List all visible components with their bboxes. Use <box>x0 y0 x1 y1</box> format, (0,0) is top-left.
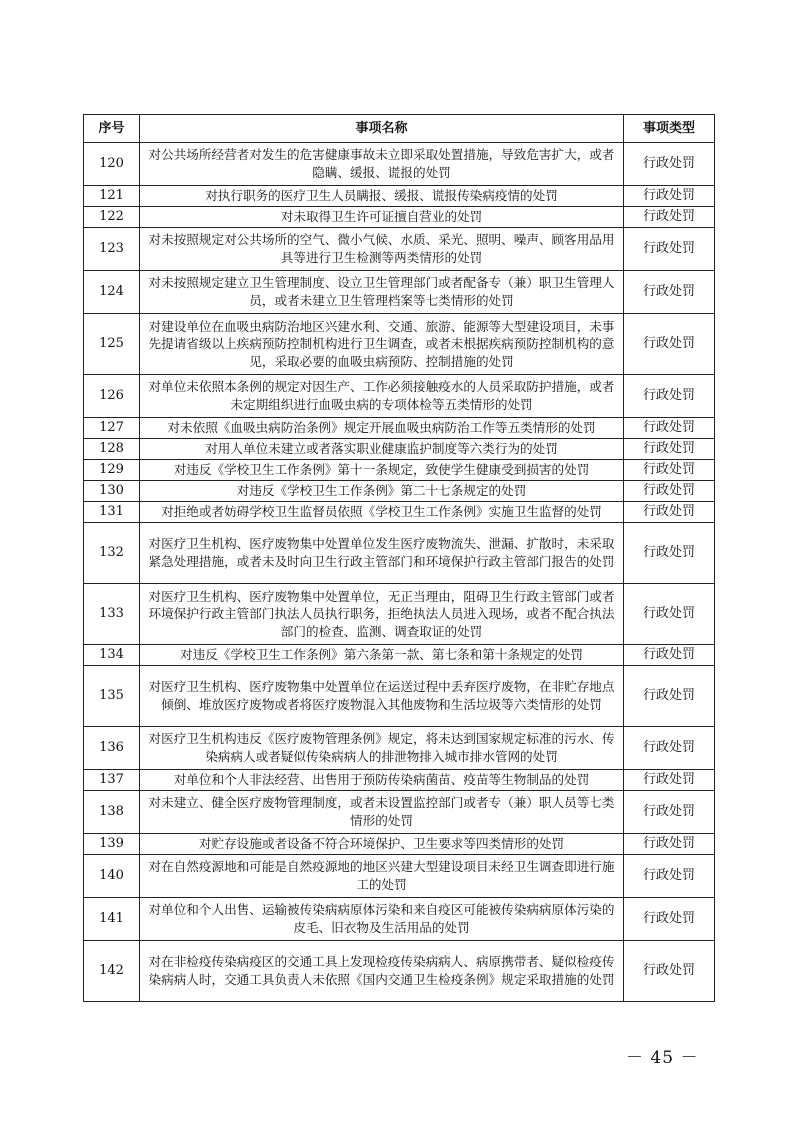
page-number: － 45 － <box>626 1048 699 1068</box>
row-item-name: 对单位和个人非法经营、出售用于预防传染病菌苗、疫苗等生物制品的处罚 <box>140 770 624 791</box>
row-item-name: 对未建立、健全医疗废物管理制度，或者未设置监控部门或者专（兼）职人员等七类情形的处罚 <box>140 791 624 834</box>
row-serial-number: 126 <box>84 375 140 418</box>
row-serial-number: 141 <box>84 898 140 941</box>
row-serial-number: 139 <box>84 834 140 855</box>
table-row <box>84 460 715 481</box>
row-item-type: 行政处罚 <box>624 645 715 666</box>
row-serial-number: 132 <box>84 523 140 584</box>
row-item-name: 对单位未依照本条例的规定对因生产、工作必须接触疫水的人员采取防护措施，或者未定期组织进行血吸虫病的专项体检等五类情形的处罚 <box>140 375 624 418</box>
row-item-type: 行政处罚 <box>624 207 715 228</box>
row-item-name: 对违反《学校卫生工作条例》第十一条规定，致使学生健康受到损害的处罚 <box>140 460 624 481</box>
table-row <box>84 439 715 460</box>
row-item-type: 行政处罚 <box>624 666 715 727</box>
table-row <box>84 584 715 645</box>
row-item-name: 对未依照《血吸虫病防治条例》规定开展血吸虫病防治工作等五类情形的处罚 <box>140 418 624 439</box>
header-item-name: 事项名称 <box>140 115 624 143</box>
header-serial-number: 序号 <box>84 115 140 143</box>
table-row <box>84 207 715 228</box>
row-serial-number: 120 <box>84 143 140 186</box>
table-row <box>84 898 715 941</box>
row-item-type: 行政处罚 <box>624 439 715 460</box>
row-serial-number: 136 <box>84 727 140 770</box>
table-row <box>84 186 715 207</box>
table-row <box>84 481 715 502</box>
table-row <box>84 770 715 791</box>
row-item-type: 行政处罚 <box>624 898 715 941</box>
row-item-name: 对医疗卫生机构、医疗废物集中处置单位发生医疗废物流失、泄漏、扩散时，未采取紧急处理措施，或者未及时向卫生行政主管部门和环境保护行政主管部门报告的处罚 <box>140 523 624 584</box>
row-item-name: 对贮存设施或者设备不符合环境保护、卫生要求等四类情形的处罚 <box>140 834 624 855</box>
row-item-name: 对在非检疫传染病疫区的交通工具上发现检疫传染病病人、病原携带者、疑似检疫传染病病人时，交通工具负责人未依照《国内交通卫生检疫条例》规定采取措施的处罚 <box>140 941 624 1002</box>
row-item-name: 对医疗卫生机构、医疗废物集中处置单位，无正当理由，阻碍卫生行政主管部门或者环境保护行政主管部门执法人员执行职务，拒绝执法人员进入现场，或者不配合执法部门的检查、监测、调查取证的处罚 <box>140 584 624 645</box>
row-serial-number: 131 <box>84 502 140 523</box>
row-item-type: 行政处罚 <box>624 375 715 418</box>
row-item-name: 对公共场所经营者对发生的危害健康事故未立即采取处置措施，导致危害扩大，或者隐瞒、缓报、谎报的处罚 <box>140 143 624 186</box>
table-row <box>84 645 715 666</box>
table-row <box>84 271 715 314</box>
row-serial-number: 137 <box>84 770 140 791</box>
row-serial-number: 125 <box>84 314 140 375</box>
items-table <box>83 114 715 1002</box>
row-serial-number: 138 <box>84 791 140 834</box>
row-item-name: 对医疗卫生机构、医疗废物集中处置单位在运送过程中丢弃医疗废物，在非贮存地点倾倒、堆放医疗废物或者将医疗废物混入其他废物和生活垃圾等六类情形的处罚 <box>140 666 624 727</box>
row-item-name: 对执行职务的医疗卫生人员瞒报、缓报、谎报传染病疫情的处罚 <box>140 186 624 207</box>
row-serial-number: 142 <box>84 941 140 1002</box>
row-serial-number: 130 <box>84 481 140 502</box>
row-item-type: 行政处罚 <box>624 481 715 502</box>
row-serial-number: 127 <box>84 418 140 439</box>
row-item-type: 行政处罚 <box>624 834 715 855</box>
row-item-name: 对用人单位未建立或者落实职业健康监护制度等六类行为的处罚 <box>140 439 624 460</box>
row-item-type: 行政处罚 <box>624 143 715 186</box>
row-serial-number: 122 <box>84 207 140 228</box>
table-row <box>84 143 715 186</box>
table-row <box>84 666 715 727</box>
table-row <box>84 791 715 834</box>
row-item-name: 对建设单位在血吸虫病防治地区兴建水利、交通、旅游、能源等大型建设项目，未事先提请省级以上疾病预防控制机构进行卫生调查，或者未根据疾病预防控制机构的意见，采取必要的血吸虫病预防、控制措施的处罚 <box>140 314 624 375</box>
row-serial-number: 135 <box>84 666 140 727</box>
table-row <box>84 834 715 855</box>
row-serial-number: 121 <box>84 186 140 207</box>
row-serial-number: 134 <box>84 645 140 666</box>
row-item-type: 行政处罚 <box>624 791 715 834</box>
row-item-name: 对未取得卫生许可证擅自营业的处罚 <box>140 207 624 228</box>
row-item-type: 行政处罚 <box>624 941 715 1002</box>
row-item-name: 对单位和个人出售、运输被传染病病原体污染和来自疫区可能被传染病病原体污染的皮毛、旧衣物及生活用品的处罚 <box>140 898 624 941</box>
row-serial-number: 129 <box>84 460 140 481</box>
table-row <box>84 418 715 439</box>
row-item-type: 行政处罚 <box>624 271 715 314</box>
table-row <box>84 228 715 271</box>
row-item-type: 行政处罚 <box>624 770 715 791</box>
row-item-type: 行政处罚 <box>624 855 715 898</box>
row-serial-number: 128 <box>84 439 140 460</box>
row-item-name: 对拒绝或者妨碍学校卫生监督员依照《学校卫生工作条例》实施卫生监督的处罚 <box>140 502 624 523</box>
row-item-name: 对未按照规定建立卫生管理制度、设立卫生管理部门或者配备专（兼）职卫生管理人员，或者未建立卫生管理档案等七类情形的处罚 <box>140 271 624 314</box>
row-item-name: 对医疗卫生机构违反《医疗废物管理条例》规定，将未达到国家规定标准的污水、传染病病人或者疑似传染病病人的排泄物排入城市排水管网的处罚 <box>140 727 624 770</box>
table-row <box>84 314 715 375</box>
row-item-type: 行政处罚 <box>624 502 715 523</box>
row-item-name: 对未按照规定对公共场所的空气、微小气候、水质、采光、照明、噪声、顾客用品用具等进行卫生检测等两类情形的处罚 <box>140 228 624 271</box>
table-row <box>84 502 715 523</box>
table-row <box>84 855 715 898</box>
header-item-type: 事项类型 <box>624 115 715 143</box>
table-row <box>84 523 715 584</box>
row-item-name: 对在自然疫源地和可能是自然疫源地的地区兴建大型建设项目未经卫生调查即进行施工的处罚 <box>140 855 624 898</box>
row-item-type: 行政处罚 <box>624 418 715 439</box>
row-item-type: 行政处罚 <box>624 460 715 481</box>
row-item-type: 行政处罚 <box>624 727 715 770</box>
row-item-name: 对违反《学校卫生工作条例》第二十七条规定的处罚 <box>140 481 624 502</box>
row-item-type: 行政处罚 <box>624 228 715 271</box>
row-item-type: 行政处罚 <box>624 584 715 645</box>
row-serial-number: 123 <box>84 228 140 271</box>
table-row <box>84 375 715 418</box>
row-item-name: 对违反《学校卫生工作条例》第六条第一款、第七条和第十条规定的处罚 <box>140 645 624 666</box>
row-item-type: 行政处罚 <box>624 186 715 207</box>
row-item-type: 行政处罚 <box>624 523 715 584</box>
row-serial-number: 124 <box>84 271 140 314</box>
table-header-row <box>84 115 715 143</box>
row-serial-number: 133 <box>84 584 140 645</box>
table-row <box>84 727 715 770</box>
row-item-type: 行政处罚 <box>624 314 715 375</box>
row-serial-number: 140 <box>84 855 140 898</box>
table-row <box>84 941 715 1002</box>
